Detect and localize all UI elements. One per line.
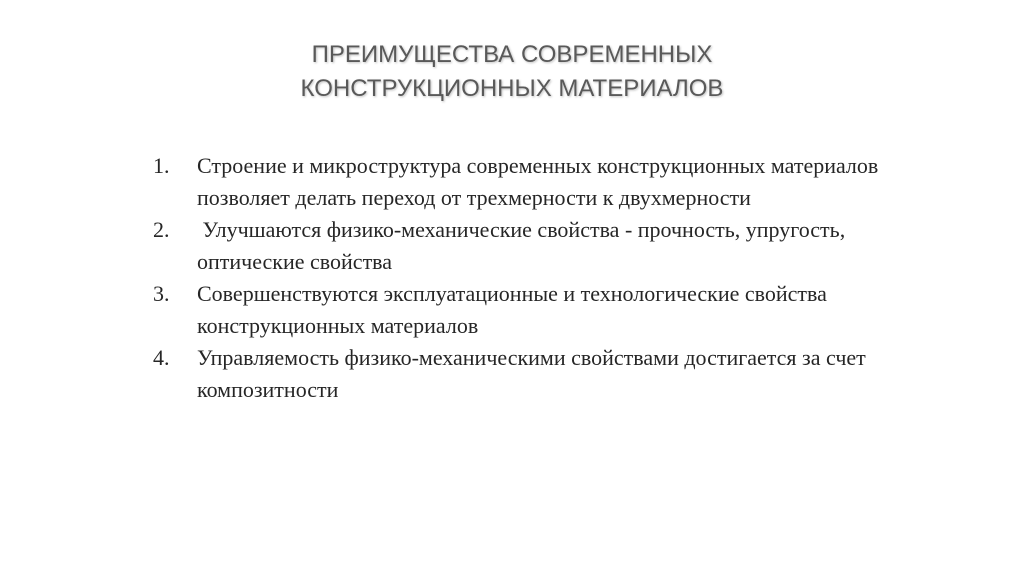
slide-title-line-1: ПРЕИМУЩЕСТВА СОВРЕМЕННЫХ: [311, 41, 713, 68]
list-item: [153, 278, 953, 342]
list-item-text: Улучшаются физико-механические свойства - прочность, упругость, оптические свойства: [197, 217, 851, 274]
list-item-text: Строение и микроструктура современных конструкционных материалов позволяет делать переход от трехмерности к двухмерности: [197, 153, 879, 210]
slide-title-line-2: КОНСТРУКЦИОННЫХ МАТЕРИАЛОВ: [300, 75, 724, 102]
list-item-text: Совершенствуются эксплуатационные и технологические свойства конструкционных материалов: [197, 281, 827, 338]
list-item-number: 3.: [153, 281, 170, 306]
list-item: [153, 214, 953, 278]
list-item-number: 2.: [153, 217, 170, 242]
list-item-text: Управляемость физико-механическими свойствами достигается за счет композитности: [197, 345, 866, 402]
list-item: [153, 150, 953, 214]
advantages-list: [153, 150, 953, 406]
list-item: [153, 342, 953, 406]
list-item-number: 1.: [153, 153, 170, 178]
list-item-number: 4.: [153, 345, 170, 370]
slide-title: [0, 38, 1024, 106]
